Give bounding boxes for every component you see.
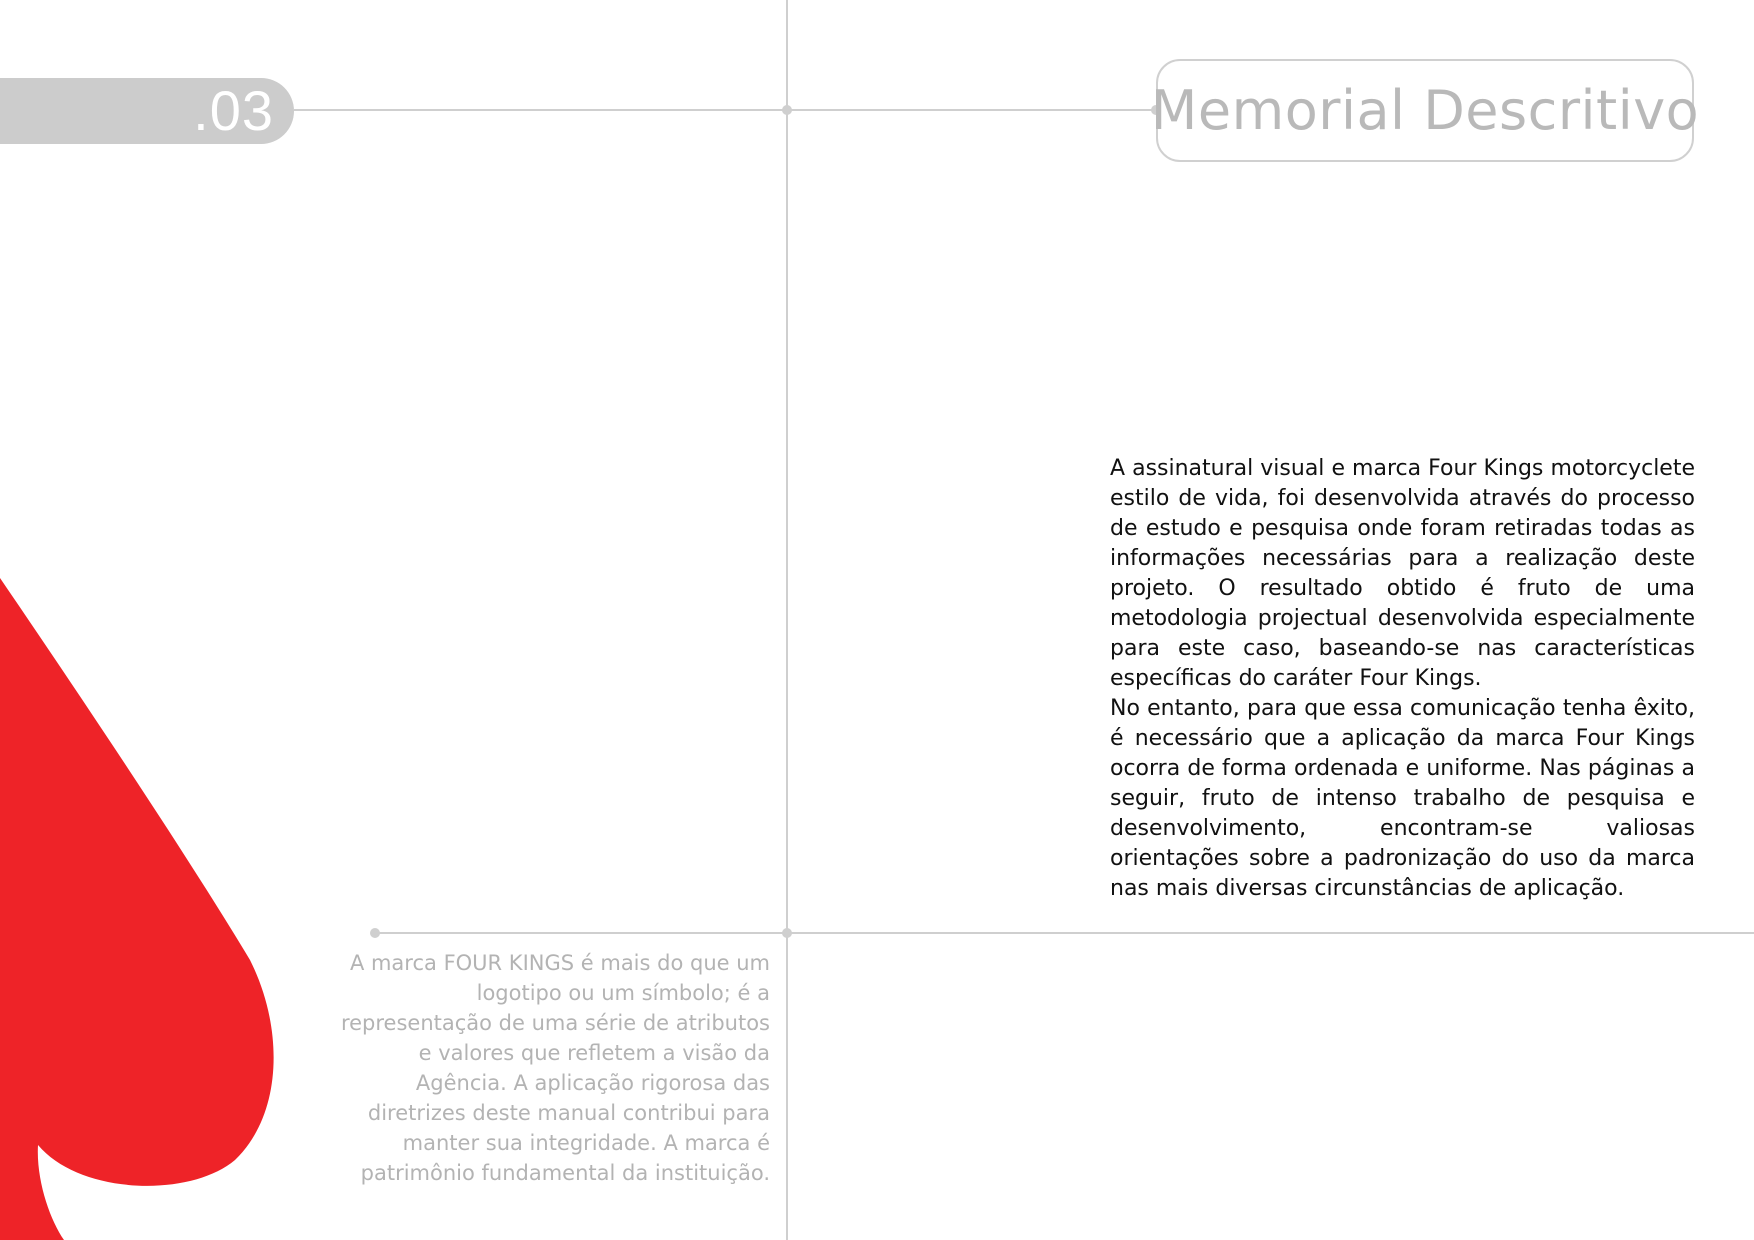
body-text xyxy=(1110,454,1695,904)
bottom-rule-node-left xyxy=(370,928,380,938)
page-title: Memorial Descritivo xyxy=(1150,79,1700,142)
body-paragraph-1: A assinatural visual e marca Four Kings motorcyclete estilo de vida, foi desenvolvida através do processo de estudo e pesquisa onde foram retiradas todas as informações necessárias para a realização deste projeto. O resultado obtido é fruto de uma metodologia projectual desenvolvida especialmente para este caso, baseando-se nas características específicas do caráter Four Kings. xyxy=(1110,456,1695,691)
bottom-rule-node-center xyxy=(782,928,792,938)
spade-icon xyxy=(0,578,274,1240)
body-paragraph-2: No entanto, para que essa comunicação tenha êxito, é necessário que a aplicação da marca Four Kings ocorra de forma ordenada e uniforme. Nas páginas a seguir, fruto de intenso trabalho de pesquisa e desenvolvimento, encontram-se valiosas orientações sobre a padronização do uso da marca nas mais diversas circunstâncias de aplicação. xyxy=(1110,696,1695,901)
top-rule-node-center xyxy=(782,105,792,115)
sidebar-text: A marca FOUR KINGS é mais do que um logotipo ou um símbolo; é a representação de uma série de atributos e valores que refletem a visão da Agência. A aplicação rigorosa das diretrizes deste manual contribui para manter sua integridade. A marca é patrimônio fundamental da instituição. xyxy=(340,951,770,1185)
page-number: .03 xyxy=(193,79,274,142)
title-box xyxy=(1150,59,1700,162)
page-number-tab xyxy=(0,78,294,144)
